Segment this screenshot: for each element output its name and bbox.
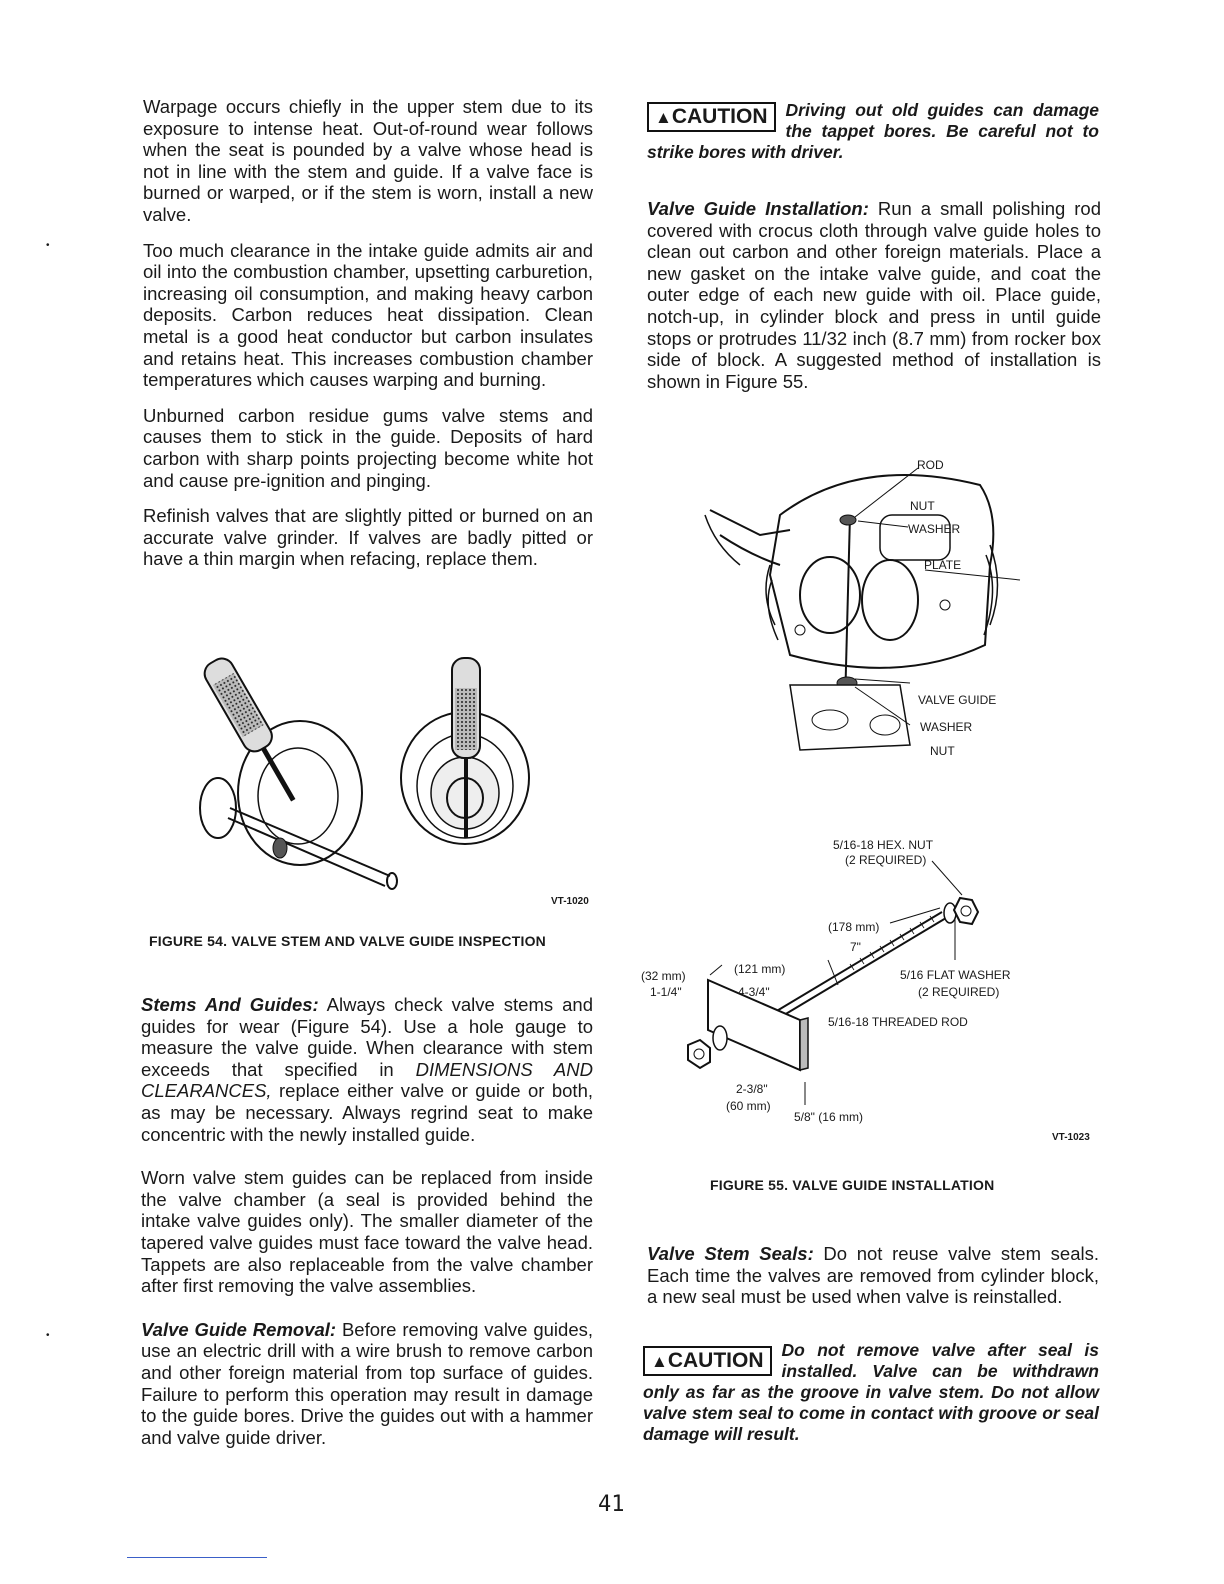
figure-54-illustration: [180, 648, 540, 892]
warning-triangle-icon: ▲: [655, 108, 672, 127]
label-valve-guide: VALVE GUIDE: [918, 693, 997, 707]
label-7in: 7": [850, 940, 861, 954]
label-nut-top: NUT: [910, 499, 935, 513]
figure-54-caption: FIGURE 54. VALVE STEM AND VALVE GUIDE INSPECTION: [149, 933, 546, 949]
installation-section: [647, 198, 1101, 392]
label-5-8in: 5/8" (16 mm): [794, 1110, 863, 1124]
caution-2-text: Do not remove valve after seal is installed. Valve can be withdrawn only as far as the groove in valve stem. Do not allow valve stem seal to come in contact with groove or seal damage will result.: [643, 1340, 1099, 1444]
label-hex-nut-required: (2 REQUIRED): [845, 853, 927, 867]
guide-installation-heading: Valve Guide Installation:: [647, 198, 869, 219]
dimensions-reference: DIMENSIONS AND CLEARANCES,: [141, 1058, 593, 1102]
label-178mm: (178 mm): [828, 920, 880, 934]
label-4-3-4in: 4-3/4": [738, 985, 770, 999]
label-121mm: (121 mm): [734, 962, 786, 976]
label-nut-bottom: NUT: [930, 744, 955, 758]
label-32mm: (32 mm): [641, 969, 686, 983]
paragraph-carbon: Unburned carbon residue gums valve stems and causes them to stick in the guide. Deposits of hard carbon with sharp points projecting become white hot and cause pre-ignition and pinging.: [143, 404, 593, 491]
guide-removal-heading: Valve Guide Removal:: [141, 1318, 337, 1340]
paragraph-warpage: Warpage occurs chiefly in the upper stem due to its exposure to intense heat. Out-of-round wear follows when the seat is pounded by a valve whose head is not in line with the stem and guide. If a valve face is burned or warped, or if the stem is worn, install a new valve.: [143, 96, 593, 225]
stem-seals-body: Do not reuse valve stem seals. Each time the valves are removed from cylinder block, a new seal must be used when valve is reinstalled.: [647, 1243, 1100, 1308]
label-60mm: (60 mm): [726, 1099, 771, 1113]
label-washer-bottom: WASHER: [920, 720, 973, 734]
label-2-3-8in: 2-3/8": [736, 1082, 768, 1096]
paragraph-guide-removal: [141, 1319, 593, 1449]
caution-badge: ▲CAUTION: [647, 102, 776, 132]
figure-55-code: VT-1023: [1052, 1132, 1090, 1143]
caution-1-text: Driving out old guides can damage the tappet bores. Be careful not to strike bores with driver.: [647, 100, 1099, 162]
guide-removal-body: Before removing valve guides, use an electric drill with a wire brush to remove carbon and other foreign material from top surface of guides. Failure to perform this operation may result in damage to the guide bores. Drive the guides out with a hammer and valve guide driver.: [141, 1318, 593, 1448]
caution-1: [647, 100, 1099, 163]
figure-54-code: VT-1020: [551, 896, 589, 907]
margin-mark: •: [46, 1330, 50, 1341]
stems-guides-heading: Stems And Guides:: [141, 994, 319, 1015]
figure-55-tool-illustration: [650, 860, 1070, 1130]
label-washer-top: WASHER: [908, 522, 961, 536]
guide-installation-body: Run a small polishing rod covered with crocus cloth through valve guide holes to clean out carbon and other foreign materials. Place a new gasket on the intake valve guide, and coat the outer edge of each new guide with oil. Place guide, notch-up, in cylinder block and press in until guide stops or protrudes 11/32 inch (8.7 mm) from rocker box side of block. A suggested method of installation is shown in Figure 55.: [647, 198, 1101, 392]
label-plate: PLATE: [924, 558, 962, 572]
paragraph-stem-seals: [647, 1243, 1099, 1308]
caution-2: [643, 1340, 1099, 1445]
paragraph-stems-guides: [141, 994, 593, 1145]
paragraph-guide-installation: [647, 198, 1101, 392]
stems-guides-body-b: replace either valve or guide or both, as may be necessary. Always regrind seat to make concentric with the newly installed guide.: [141, 1080, 593, 1145]
footer-rule: [127, 1557, 267, 1558]
stem-seals-section: [647, 1243, 1099, 1308]
label-hex-nut: 5/16-18 HEX. NUT: [833, 838, 934, 852]
stem-seals-heading: Valve Stem Seals:: [647, 1243, 814, 1264]
paragraph-refinish: Refinish valves that are slightly pitted or burned on an accurate valve grinder. If valves are badly pitted or have a thin margin when refacing, replace them.: [143, 505, 593, 570]
paragraph-worn-guides: Worn valve stem guides can be replaced from inside the valve chamber (a seal is provided behind the intake valve guides only). The smaller diameter of the tapered valve guides must face toward the valve head. Tappets are also replaceable from the valve chamber after first removing the valve assemblies.: [141, 1167, 593, 1297]
left-column-lower: [141, 994, 593, 1448]
label-flat-washer-required: (2 REQUIRED): [918, 985, 1000, 999]
stems-guides-body-a: Always check valve stems and guides for wear (Figure 54). Use a hole gauge to measure the valve guide. When clearance with stem exceeds that specified in: [141, 994, 594, 1080]
page-number: 41: [598, 1492, 625, 1517]
margin-mark: •: [46, 240, 50, 251]
paragraph-clearance: Too much clearance in the intake guide admits air and oil into the combustion chamber, upsetting carburetion, increasing oil consumption, and making heavy carbon deposits. Carbon reduces heat dissipation. Clean metal is a good heat conductor but carbon insulates and retains heat. This increases combustion chamber temperatures which causes warping and burning.: [143, 239, 593, 391]
warning-triangle-icon: ▲: [651, 1352, 668, 1371]
label-threaded-rod: 5/16-18 THREADED ROD: [828, 1015, 968, 1029]
label-flat-washer: 5/16 FLAT WASHER: [900, 968, 1011, 982]
figure-55-caption: FIGURE 55. VALVE GUIDE INSTALLATION: [710, 1177, 995, 1193]
left-column: [143, 96, 593, 570]
label-1-1-4in: 1-1/4": [650, 985, 682, 999]
label-rod: ROD: [917, 458, 944, 472]
caution-badge-2: ▲CAUTION: [643, 1346, 772, 1376]
figure-55-block-illustration: [700, 455, 1030, 775]
